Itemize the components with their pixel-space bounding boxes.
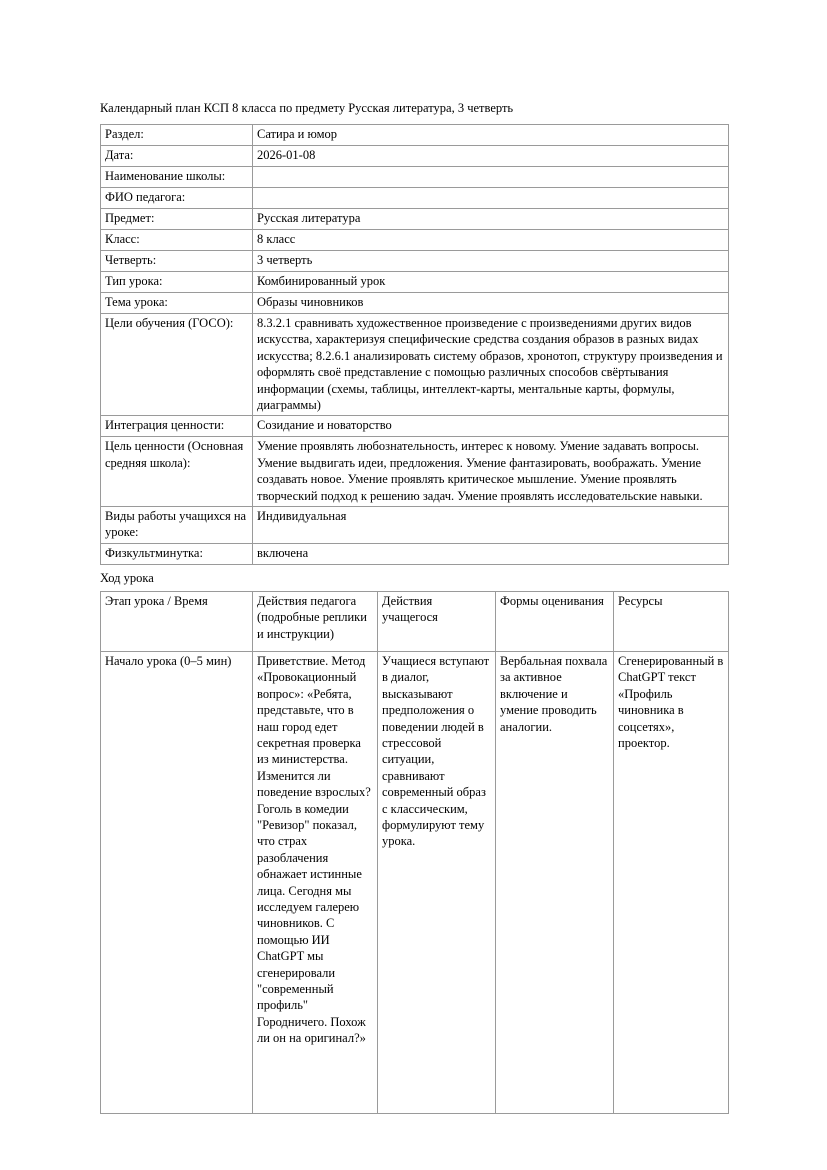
info-row-value: 2026-01-08 bbox=[253, 146, 729, 167]
stage-cell: Начало урока (0–5 мин) bbox=[101, 651, 253, 1113]
student-actions-cell: Учащиеся вступают в диалог, высказывают предположения о поведении людей в стрессовой ситуации, сравнивают современный образ с классическим, формулируют тему урока. bbox=[378, 651, 496, 1113]
column-header: Формы оценивания bbox=[496, 591, 614, 651]
table-row bbox=[101, 507, 729, 544]
table-row bbox=[101, 314, 729, 416]
table-row bbox=[101, 230, 729, 251]
column-header: Этап урока / Время bbox=[101, 591, 253, 651]
lesson-flow-header bbox=[101, 591, 729, 651]
table-row bbox=[101, 543, 729, 564]
info-row-label: Дата: bbox=[101, 146, 253, 167]
column-header: Действия педагога (подробные реплики и инструкции) bbox=[253, 591, 378, 651]
info-row-value: Комбинированный урок bbox=[253, 272, 729, 293]
info-row-value bbox=[253, 167, 729, 188]
table-row bbox=[101, 251, 729, 272]
table-row bbox=[101, 167, 729, 188]
assessment-cell: Вербальная похвала за активное включение и умение проводить аналогии. bbox=[496, 651, 614, 1113]
info-row-label: Цель ценности (Основная средняя школа): bbox=[101, 437, 253, 507]
table-row bbox=[101, 272, 729, 293]
info-row-label: Виды работы учащихся на уроке: bbox=[101, 507, 253, 544]
info-row-value: включена bbox=[253, 543, 729, 564]
lesson-info-table bbox=[100, 124, 729, 565]
table-row bbox=[101, 651, 729, 1113]
table-header-row bbox=[101, 591, 729, 651]
column-header: Действия учащегося bbox=[378, 591, 496, 651]
table-row bbox=[101, 209, 729, 230]
lesson-flow-heading: Ход урока bbox=[100, 570, 154, 585]
lesson-info-body bbox=[101, 125, 729, 565]
info-row-value: Созидание и новаторство bbox=[253, 416, 729, 437]
info-row-value: Сатира и юмор bbox=[253, 125, 729, 146]
info-row-label: Тема урока: bbox=[101, 293, 253, 314]
table-row bbox=[101, 416, 729, 437]
table-row bbox=[101, 437, 729, 507]
table-row bbox=[101, 293, 729, 314]
info-row-label: Физкультминутка: bbox=[101, 543, 253, 564]
info-row-label: Цели обучения (ГОСО): bbox=[101, 314, 253, 416]
info-row-label: Наименование школы: bbox=[101, 167, 253, 188]
lesson-flow-table bbox=[100, 591, 729, 1114]
column-header: Ресурсы bbox=[614, 591, 729, 651]
info-row-value: Индивидуальная bbox=[253, 507, 729, 544]
info-row-label: ФИО педагога: bbox=[101, 188, 253, 209]
table-row bbox=[101, 125, 729, 146]
info-row-value: Русская литература bbox=[253, 209, 729, 230]
info-row-value: 3 четверть bbox=[253, 251, 729, 272]
resources-cell: Сгенерированный в ChatGPT текст «Профиль чиновника в соцсетях», проектор. bbox=[614, 651, 729, 1113]
lesson-flow-body bbox=[101, 651, 729, 1113]
info-row-label: Тип урока: bbox=[101, 272, 253, 293]
info-row-label: Четверть: bbox=[101, 251, 253, 272]
info-row-value: Умение проявлять любознательность, интерес к новому. Умение задавать вопросы. Умение выдвигать идеи, предложения. Умение фантазировать, воображать. Умение создавать новое. Умение проявлять критическое мышление. Умение проявлять творческий подход к решению задач. Умение проявлять исследовательские навыки. bbox=[253, 437, 729, 507]
info-row-label: Предмет: bbox=[101, 209, 253, 230]
info-row-value bbox=[253, 188, 729, 209]
table-row bbox=[101, 146, 729, 167]
info-row-value: 8.3.2.1 сравнивать художественное произведение с произведениями других видов искусства, характеризуя специфические средства создания образов в разных видах искусства; 8.2.6.1 анализировать систему образов, хронотоп, структуру произведения и оформлять своё представление с помощью различных способов свёртывания информации (схемы, таблицы, интеллект-карты, ментальные карты, формулы, диаграммы) bbox=[253, 314, 729, 416]
info-row-value: Образы чиновников bbox=[253, 293, 729, 314]
info-row-label: Интеграция ценности: bbox=[101, 416, 253, 437]
table-row bbox=[101, 188, 729, 209]
info-row-label: Раздел: bbox=[101, 125, 253, 146]
page-title: Календарный план КСП 8 класса по предмету Русская литература, 3 четверть bbox=[100, 101, 514, 115]
info-row-label: Класс: bbox=[101, 230, 253, 251]
info-row-value: 8 класс bbox=[253, 230, 729, 251]
teacher-actions-cell: Приветствие. Метод «Провокационный вопрос»: «Ребята, представьте, что в наш город едет секретная проверка из министерства. Изменится ли поведение взрослых? Гоголь в комедии "Ревизор" показал, что страх разоблачения обнажает истинные лица. Сегодня мы исследуем галерею чиновников. С помощью ИИ ChatGPT мы сгенерировали "современный профиль" Городничего. Похож ли он на оригинал?» bbox=[253, 651, 378, 1113]
